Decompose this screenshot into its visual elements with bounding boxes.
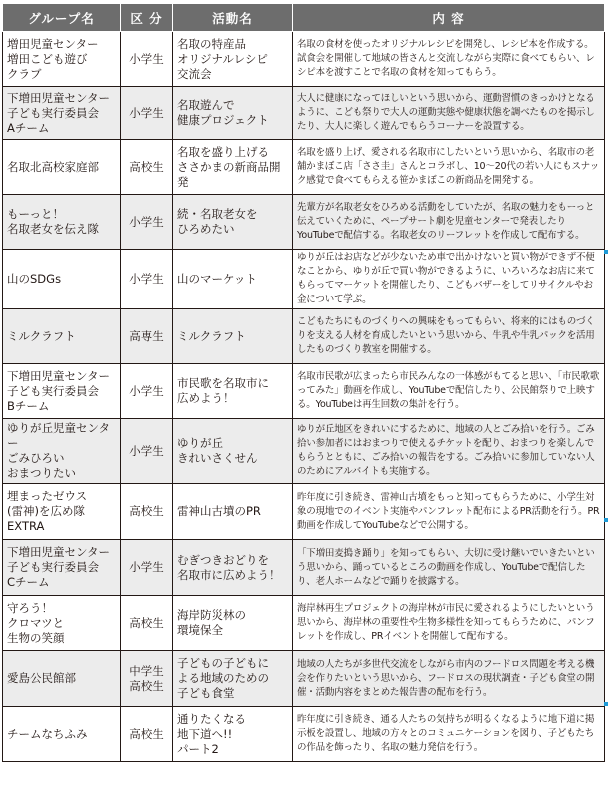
category-cell: 高校生: [121, 707, 173, 762]
category-cell: 高専生: [121, 309, 173, 364]
table-row: [3, 87, 605, 140]
activity-name-cell: 通りたくなる 地下道へ!! パート2: [173, 707, 293, 762]
content-cell: ゆりが丘はお店などが少ないため車で出かけないと買い物ができず不便なことから、ゆりが丘で買い物ができるように、いろいろなお店に来てもらってマーケットを開催したり、こどもバザーをしてリサイクルやお金について学ぶ。: [293, 250, 605, 309]
content-cell: ゆりが丘地区をきれいにするために、地域の人とごみ拾いを行う。ごみ拾い参加者にはおまつりで使えるチケットを配り、おまつりを楽しんでもらうとともに、ごみ拾いの報告をする。ごみ拾いに参加していない人のためにアルバイトも実施する。: [293, 419, 605, 484]
content-cell: こどもたちにものづくりへの興味をもってもらい、将来的にはものづくりを支える人材を育成したいという思いから、牛乳や牛乳パックを活用したものづくり教室を開催する。: [293, 309, 605, 364]
activity-name-cell: ゆりが丘 きれいさくせん: [173, 419, 293, 484]
group-name-cell: 下増田児童センター 子ども実行委員会 Bチーム: [3, 364, 121, 419]
table-row: [3, 195, 605, 250]
table-row: [3, 651, 605, 707]
activity-name-cell: 名取を盛り上げる ささかまの新商品開発: [173, 140, 293, 195]
activity-name-cell: 山のマーケット: [173, 250, 293, 309]
content-cell: 「下増田麦搗き踊り」を知ってもらい、大切に受け継いでいきたいという思いから、踊っているところの動画を作成し、YouTubeで配信したり、老人ホームなどで踊りを披露する。: [293, 540, 605, 596]
header-row: [3, 4, 605, 32]
group-name-cell: 増田児童センター 増田こども遊び クラブ: [3, 32, 121, 87]
activity-name-cell: 名取遊んで 健康プロジェクト: [173, 87, 293, 140]
category-cell: 小学生: [121, 540, 173, 596]
activity-name-cell: ミルクラフト: [173, 309, 293, 364]
activity-name-cell: 海岸防災林の 環境保全: [173, 596, 293, 651]
table-row: [3, 140, 605, 195]
table-row: [3, 596, 605, 651]
edge-marker: [604, 250, 608, 254]
content-cell: 昨年度に引き続き、雷神山古墳をもっと知ってもらうために、小学生対象の現地でのイベント実施やパンフレット配布によるPR活動を行う。PR動画を作成してYouTubeなどで公開する。: [293, 484, 605, 540]
content-cell: 名取を盛り上げ、愛される名取市にしたいという思いから、名取市の老舗かまぼこ店「ささ圭」さんとコラボし、10～20代の若い人にもスナック感覚で食べてもらえる笹かまぼこの新商品を開発する。: [293, 140, 605, 195]
activity-name-cell: 市民歌を名取市に 広めよう！: [173, 364, 293, 419]
group-name-cell: 埋まったゼウス (雷神)を広め隊 EXTRA: [3, 484, 121, 540]
activity-name-cell: 子どもの子どもに よる地域のための 子ども食堂: [173, 651, 293, 707]
header-group-name: グループ名: [3, 4, 121, 32]
activity-name-cell: 雷神山古墳のPR: [173, 484, 293, 540]
table-row: [3, 484, 605, 540]
content-cell: 海岸林再生プロジェクトの海岸林が市民に愛されるようにしたいという思いから、海岸林の重要性や生物多様性を知ってもらうために、パンフレットを作成し、PRイベントを開催して配布する。: [293, 596, 605, 651]
activity-name-cell: むぎつきおどりを 名取市に広めよう！: [173, 540, 293, 596]
category-cell: 高校生: [121, 484, 173, 540]
category-cell: 小学生: [121, 364, 173, 419]
table-row: [3, 540, 605, 596]
category-cell: 高校生: [121, 140, 173, 195]
table-row: [3, 364, 605, 419]
group-name-cell: ゆりが丘児童センター ごみひろい おまつりたい: [3, 419, 121, 484]
content-cell: 名取市民歌が広まったら市民みんなの一体感がもてると思い、「市民歌歌ってみた」動画を作成し、YouTubeで配信したり、公民館祭りで上映する。YouTubeは再生回数の集計を行う。: [293, 364, 605, 419]
group-name-cell: 山のSDGs: [3, 250, 121, 309]
group-name-cell: チームなちふみ: [3, 707, 121, 762]
category-cell: 高校生: [121, 596, 173, 651]
group-name-cell: もーっと！ 名取老女を伝え隊: [3, 195, 121, 250]
category-cell: 小学生: [121, 419, 173, 484]
activity-name-cell: 名取の特産品 オリジナルレシピ 交流会: [173, 32, 293, 87]
content-cell: 名取の食材を使ったオリジナルレシピを開発し、レシピ本を作成する。試食会を開催して地域の皆さんと交流しながら実際に食べてもらい、レシピ本を渡すことで名取の食材を知ってもらう。: [293, 32, 605, 87]
edge-marker: [604, 702, 608, 706]
content-cell: 大人に健康になってほしいという思いから、運動習慣のきっかけとなるように、こども祭りで大人の運動実態や健康状態を調べたものを掲示したり、大人に楽しく遊んでもらうコーナーを設置する。: [293, 87, 605, 140]
group-name-cell: 下増田児童センター 子ども実行委員会 Aチーム: [3, 87, 121, 140]
table-row: [3, 309, 605, 364]
edge-marker: [604, 518, 608, 522]
category-cell: 小学生: [121, 195, 173, 250]
activity-table: [2, 3, 605, 762]
table-row: [3, 419, 605, 484]
category-cell: 小学生: [121, 250, 173, 309]
group-name-cell: 名取北高校家庭部: [3, 140, 121, 195]
content-cell: 昨年度に引き続き、通る人たちの気持ちが明るくなるように地下道に掲示板を設置し、地域の方々とのコミュニケーションを図り、子どもたちの作品を飾ったり、名取の魅力発信を行う。: [293, 707, 605, 762]
category-cell: 小学生: [121, 32, 173, 87]
table-row: [3, 707, 605, 762]
content-cell: 先輩方が名取老女をひろめる活動をしていたが、名取の魅力をもーっと伝えていくために、ペープサート劇を児童センターで発表したりYouTubeで配信する。名取老女のリーフレットを作成して配布する。: [293, 195, 605, 250]
activity-name-cell: 続・名取老女を ひろめたい: [173, 195, 293, 250]
header-category: 区 分: [121, 4, 173, 32]
group-name-cell: 愛島公民館部: [3, 651, 121, 707]
category-cell: 中学生 高校生: [121, 651, 173, 707]
group-name-cell: ミルクラフト: [3, 309, 121, 364]
group-name-cell: 下増田児童センター 子ども実行委員会 Cチーム: [3, 540, 121, 596]
category-cell: 小学生: [121, 87, 173, 140]
group-name-cell: 守ろう！ クロマツと 生物の笑顔: [3, 596, 121, 651]
header-content: 内 容: [293, 4, 605, 32]
header-activity-name: 活動名: [173, 4, 293, 32]
table-row: [3, 32, 605, 87]
table-row: [3, 250, 605, 309]
content-cell: 地域の人たちが多世代交流をしながら市内のフードロス問題を考える機会を作りたいという思いから、フードロスの現状調査・子ども食堂の開催・活動内容をまとめた報告書の配布を行う。: [293, 651, 605, 707]
